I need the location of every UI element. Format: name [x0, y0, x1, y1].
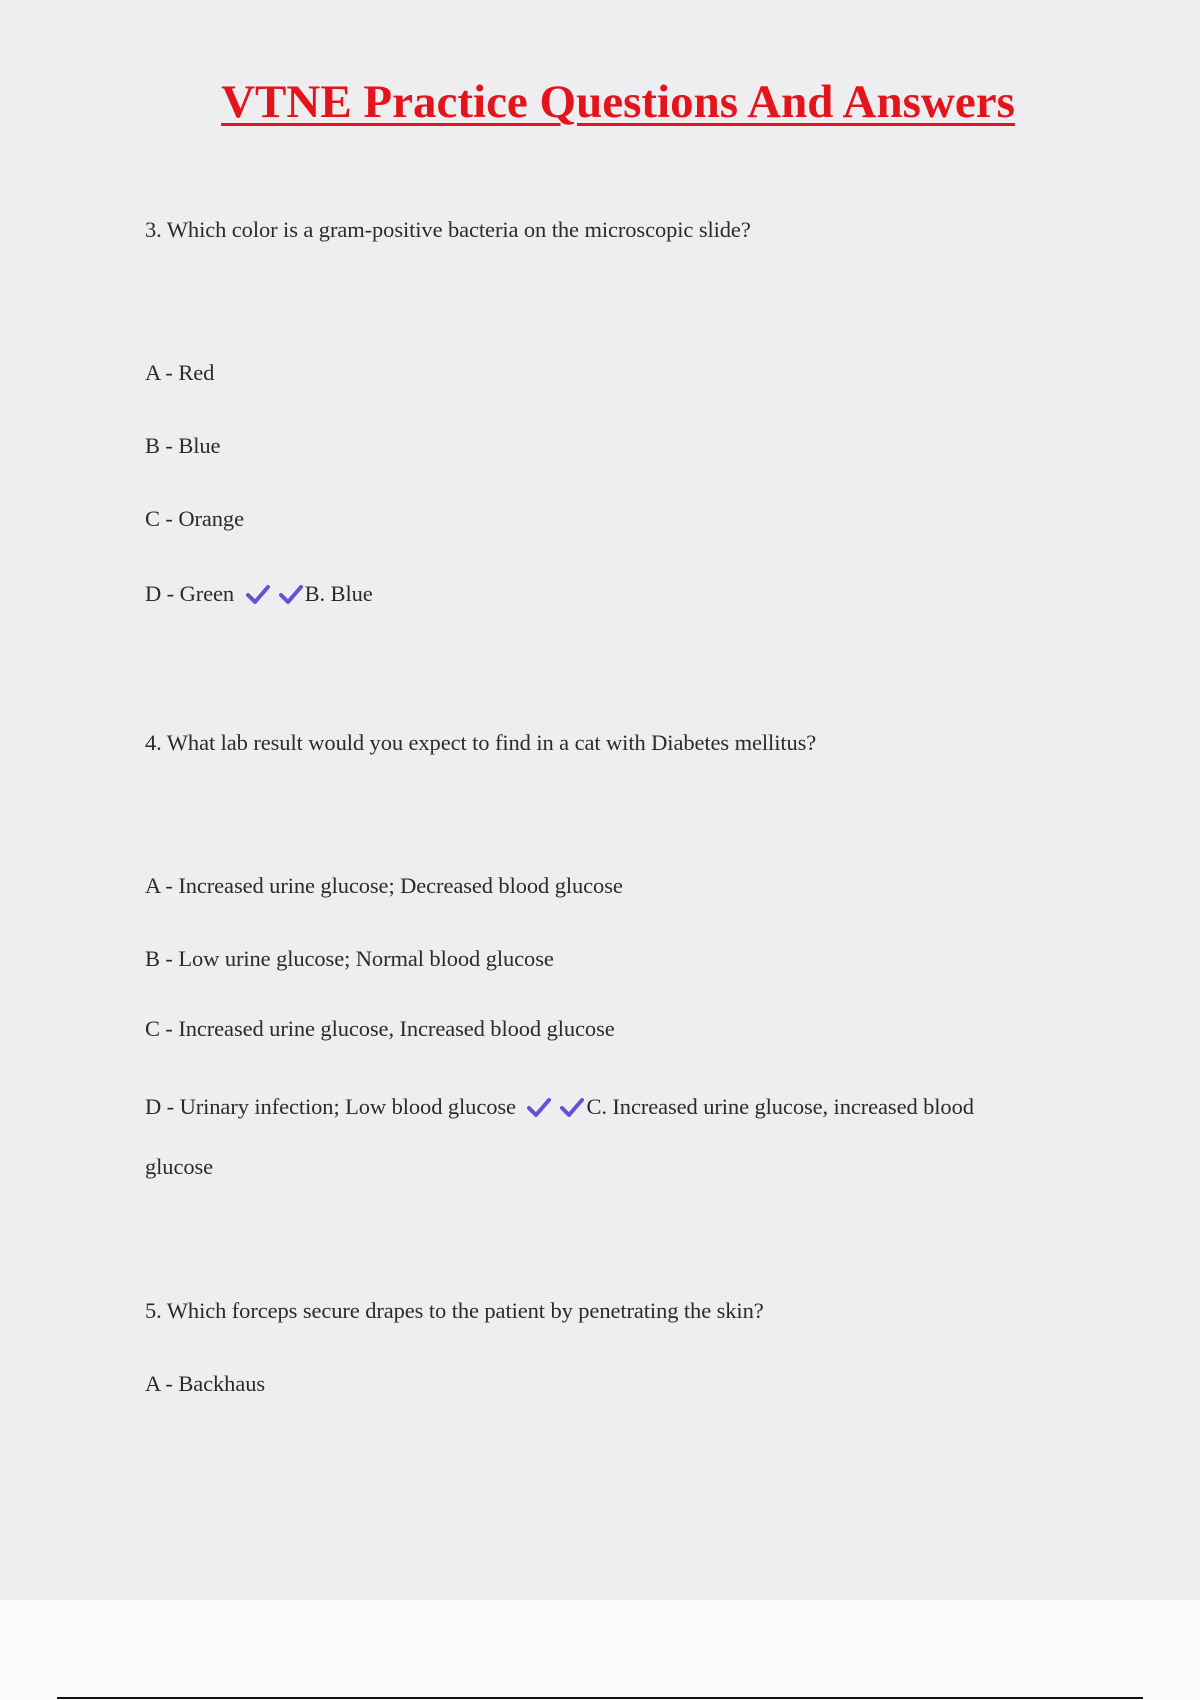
question-4-option-c: C - Increased urine glucose, Increased blood glucose: [145, 1016, 615, 1041]
document-title: VTNE Practice Questions And Answers: [221, 76, 1015, 128]
page-break-area: [0, 1600, 1200, 1700]
question-3-option-b: B - Blue: [145, 433, 221, 458]
question-4-option-a: A - Increased urine glucose; Decreased blood glucose: [145, 873, 623, 898]
question-5-text: 5. Which forceps secure drapes to the patient by penetrating the skin?: [145, 1298, 764, 1323]
checkmark-icon: [560, 1096, 584, 1118]
question-4-text: 4. What lab result would you expect to find in a cat with Diabetes mellitus?: [145, 730, 817, 755]
question-3-option-d: D - Green: [145, 581, 235, 606]
checkmark-icon: [527, 1096, 551, 1118]
question-4-answer-continued: glucose: [145, 1154, 214, 1179]
question-4-option-b: B - Low urine glucose; Normal blood glucose: [145, 946, 554, 971]
question-3-option-a: A - Red: [145, 360, 215, 385]
question-3-text: 3. Which color is a gram-positive bacteria on the microscopic slide?: [145, 217, 751, 242]
question-3-answer: B. Blue: [304, 581, 373, 606]
question-4-answer: C. Increased urine glucose, increased blood: [586, 1094, 974, 1119]
question-5-option-a: A - Backhaus: [145, 1371, 266, 1396]
question-3-option-d-row: [145, 579, 1065, 609]
question-3-option-c: C - Orange: [145, 506, 244, 531]
question-4-option-d-row: [145, 1092, 1065, 1122]
checkmark-icon: [279, 583, 303, 605]
footer-divider: [57, 1697, 1143, 1699]
checkmark-icon: [246, 583, 270, 605]
question-4-option-d: D - Urinary infection; Low blood glucose: [145, 1094, 516, 1119]
